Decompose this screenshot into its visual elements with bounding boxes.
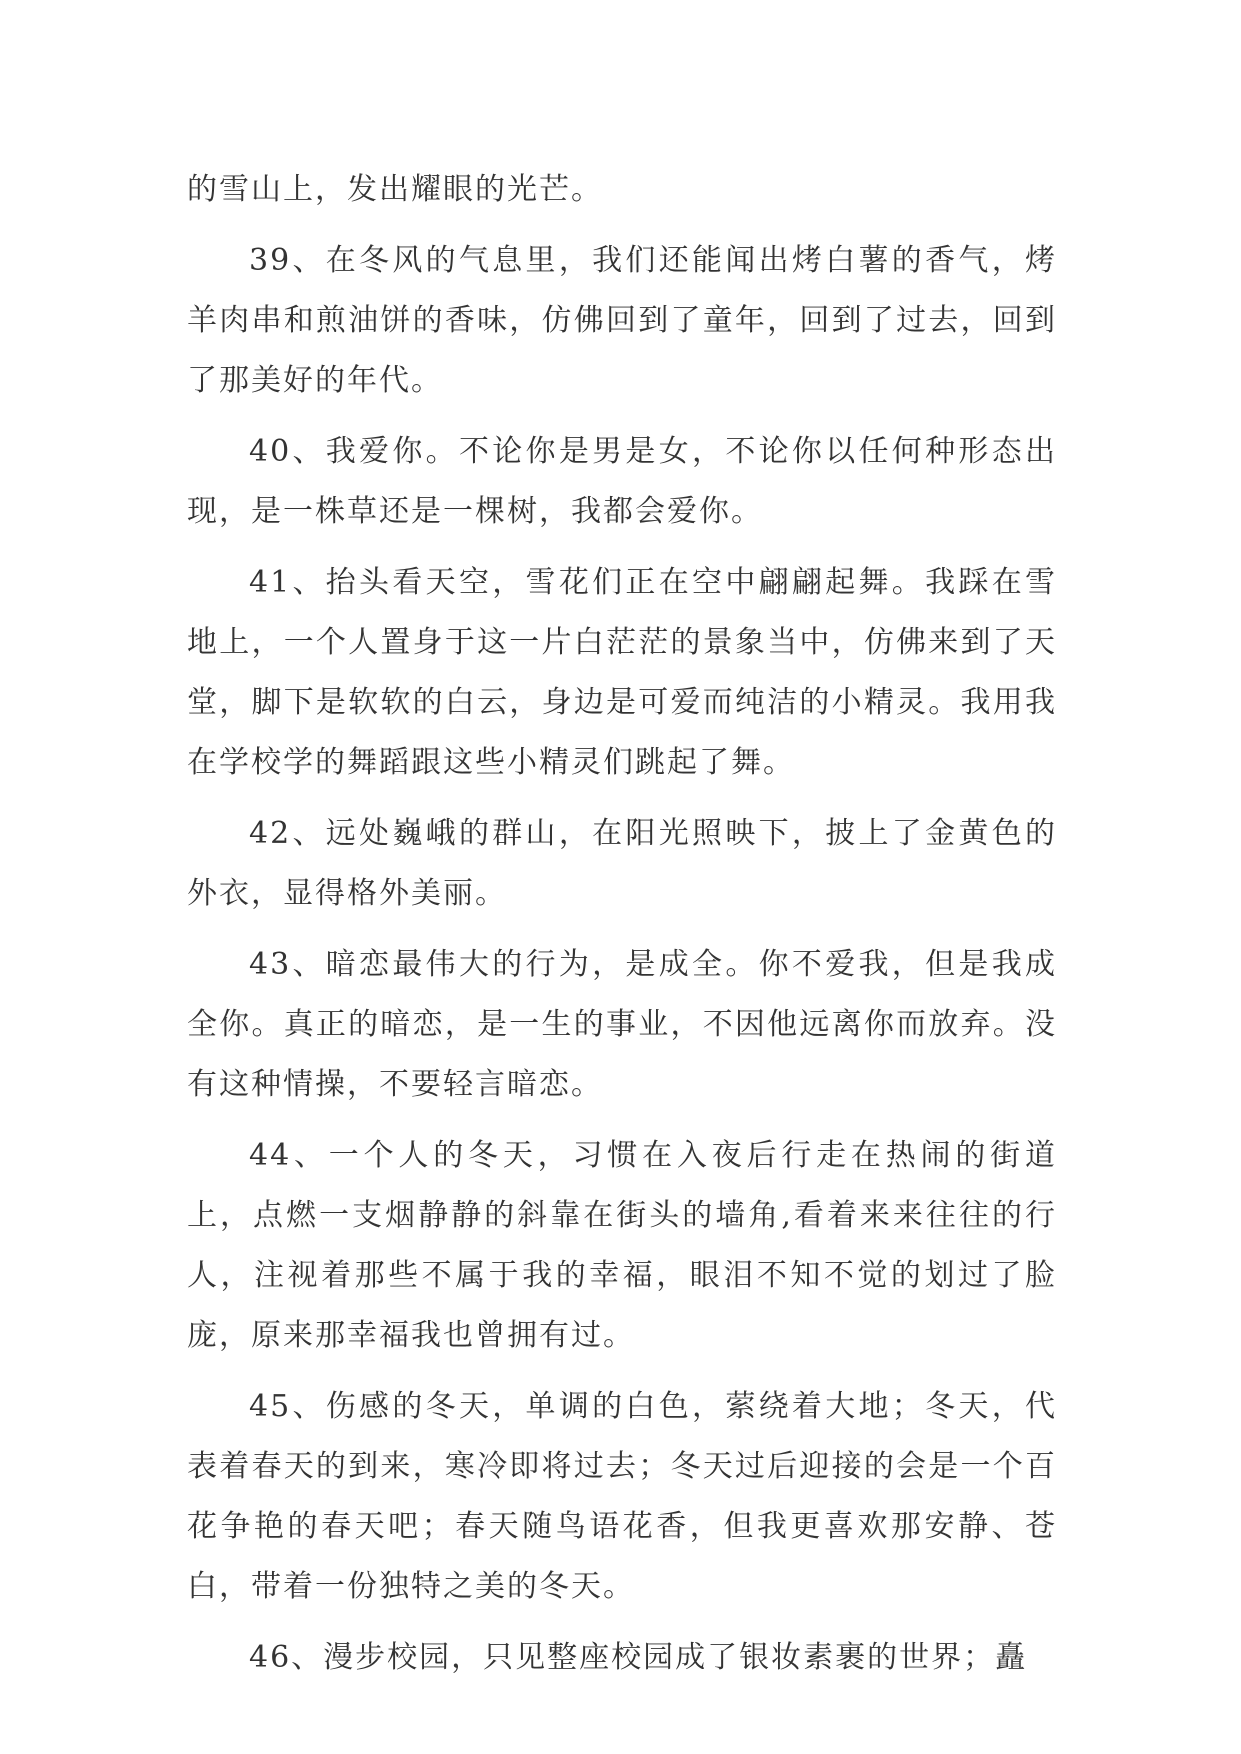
paragraph-45: 45、伤感的冬天，单调的白色，萦绕着大地；冬天，代表着春天的到来，寒冷即将过去；冬天过后迎接的会是一个百花争艳的春天吧；春天随鸟语花香，但我更喜欢那安静、苍白，带着一份独特之美的冬天。	[187, 1389, 1057, 1604]
paragraph-40: 40、我爱你。不论你是男是女，不论你以任何种形态出现，是一株草还是一棵树，我都会爱你。	[187, 434, 1057, 529]
paragraph-continuation: 的雪山上，发出耀眼的光芒。	[187, 172, 603, 207]
paragraph-42: 42、远处巍峨的群山，在阳光照映下，披上了金黄色的外衣，显得格外美丽。	[187, 816, 1057, 911]
paragraph-44: 44、一个人的冬天，习惯在入夜后行走在热闹的街道上，点燃一支烟静静的斜靠在街头的墙角,看着来来往往的行人，注视着那些不属于我的幸福，眼泪不知不觉的划过了脸庞，原来那幸福我也曾拥有过。	[187, 1138, 1057, 1353]
paragraph-43: 43、暗恋最伟大的行为，是成全。你不爱我，但是我成全你。真正的暗恋，是一生的事业，不因他远离你而放弃。没有这种情操，不要轻言暗恋。	[187, 947, 1057, 1102]
paragraph-41: 41、抬头看天空，雪花们正在空中翩翩起舞。我踩在雪地上，一个人置身于这一片白茫茫的景象当中，仿佛来到了天堂，脚下是软软的白云，身边是可爱而纯洁的小精灵。我用我在学校学的舞蹈跟这些小精灵们跳起了舞。	[187, 565, 1057, 780]
paragraph-46: 46、漫步校园，只见整座校园成了银妆素裹的世界；矗	[249, 1640, 1028, 1675]
paragraph-39: 39、在冬风的气息里，我们还能闻出烤白薯的香气，烤羊肉串和煎油饼的香味，仿佛回到了童年，回到了过去，回到了那美好的年代。	[187, 243, 1057, 398]
document-body	[187, 160, 1057, 1699]
